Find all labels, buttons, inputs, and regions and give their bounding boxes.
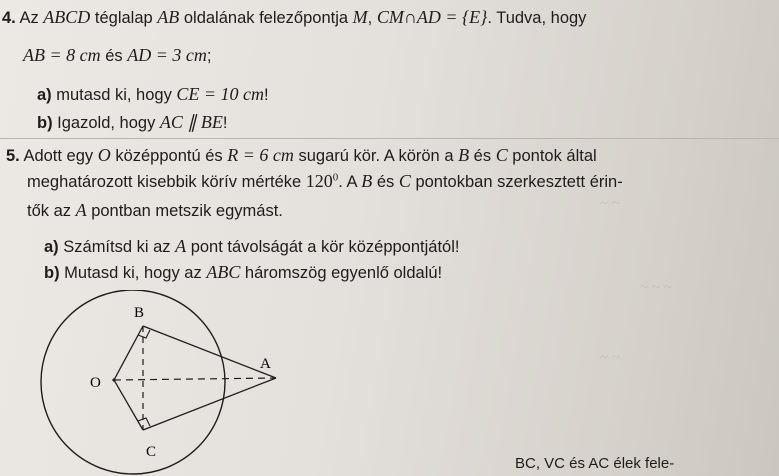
show-through-mark-3: ~ ~ [600, 350, 620, 366]
problem5-line2: meghatározott kisebbik körív mértéke $120^0$. A B és C pontokban szerkesztett érin- [27, 171, 623, 191]
problem4-given: AB = 8 cm és AD = 3 cm; [23, 45, 212, 65]
label-o: O [90, 375, 101, 391]
center-point-o [112, 378, 115, 381]
segment-oc [114, 380, 143, 430]
show-through-mark-2: ~ ~ ~ [640, 280, 672, 296]
problem4-line1: 4. Az ABCD téglalap AB oldalának felezőpontja M, CM∩AD = {E}. Tudva, hogy [2, 7, 587, 27]
problem5-line1: 5. Adott egy O középpontú és R = 6 cm sugarú kör. A körön a B és C pontok által [6, 145, 597, 165]
label-a: A [260, 356, 271, 372]
label-c: C [146, 444, 157, 460]
label-b: B [134, 305, 145, 321]
bottom-cutoff-text: BC, VC és AC élek fele- [515, 455, 675, 472]
problem5-part-b: b) Mutasd ki, hogy az ABC háromszög egyenlő oldalú! [44, 262, 443, 282]
show-through-mark-1: ~ ~ [600, 196, 620, 212]
segment-oa-dashed [114, 378, 276, 380]
problem4-part-a: a) mutasd ki, hogy CE = 10 cm! [37, 84, 269, 104]
problem5-line3: tők az A pontban metszik egymást. [27, 200, 283, 220]
problem5-part-a: a) Számítsd ki az A pont távolságát a kör középpontjától! [44, 236, 460, 256]
tangent-ac [143, 378, 276, 430]
problem4-part-b: b) Igazold, hogy AC ∥ BE! [37, 112, 228, 132]
segment-ob [114, 326, 143, 380]
separator-rule [0, 138, 779, 139]
circle-tangent-figure [0, 290, 310, 476]
tangent-ab [143, 326, 276, 378]
circle-outline [41, 290, 225, 474]
